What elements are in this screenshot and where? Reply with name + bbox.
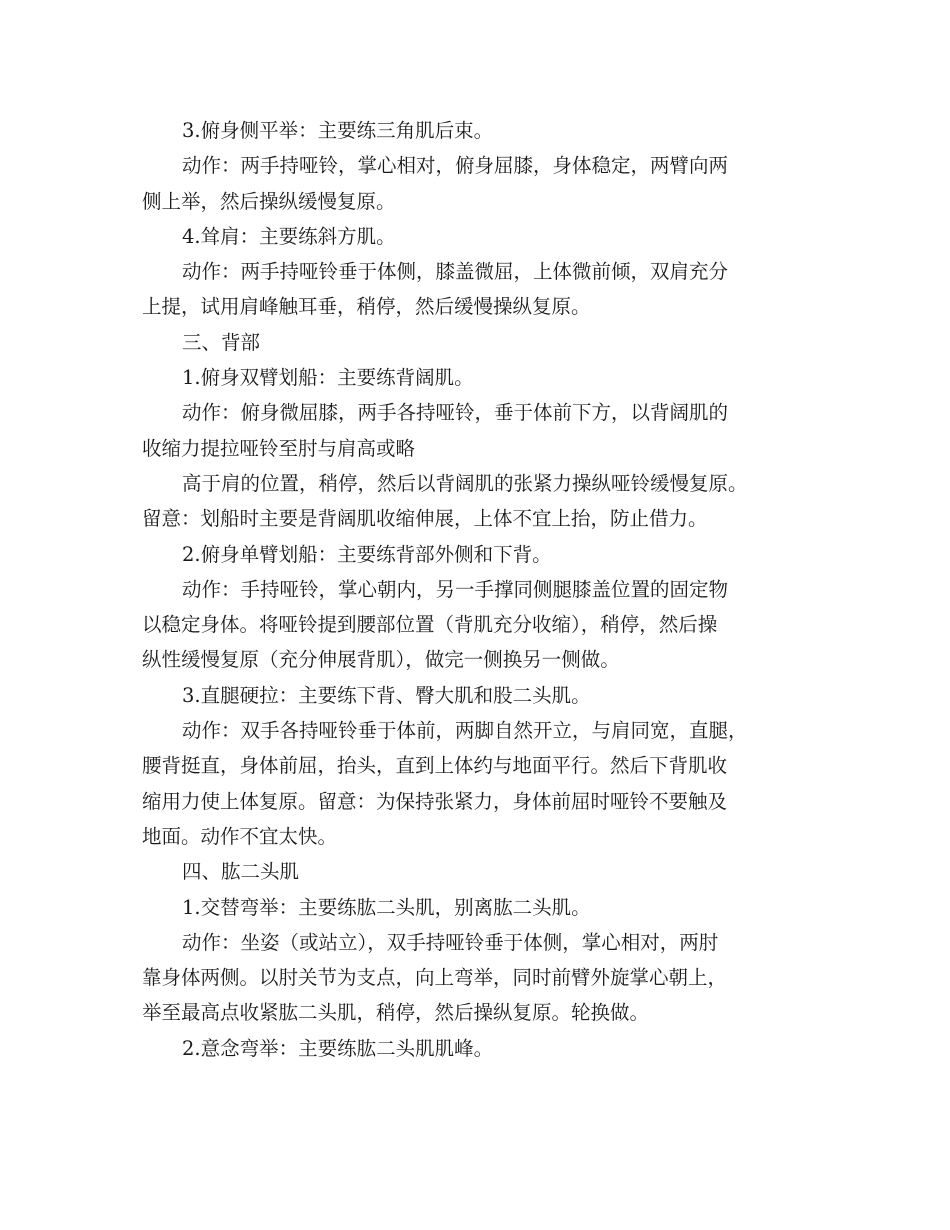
text-line: 以稳定身体。将哑铃提到腰部位置（背肌充分收缩），稍停，然后操 xyxy=(142,613,718,637)
text-line: 留意：划船时主要是背阔肌收缩伸展，上体不宜上抬，防止借力。 xyxy=(142,507,708,531)
text-line: 4.耸肩：主要练斜方肌。 xyxy=(182,224,396,248)
text-line: 1.俯身双臂划船：主要练背阔肌。 xyxy=(182,366,474,390)
text-line: 靠身体两侧。以肘关节为支点，向上弯举，同时前臂外旋掌心朝上， xyxy=(142,966,728,990)
text-line: 动作：两手持哑铃，掌心相对，俯身屈膝，身体稳定，两臂向两 xyxy=(182,154,729,178)
text-line: 纵性缓慢复原（充分伸展背肌），做完一侧换另一侧做。 xyxy=(142,648,620,672)
text-line: 三、背部 xyxy=(182,330,261,354)
text-line: 动作：两手持哑铃垂于体侧，膝盖微屈，上体微前倾，双肩充分 xyxy=(182,260,729,284)
text-line: 动作：俯身微屈膝，两手各持哑铃，垂于体前下方，以背阔肌的 xyxy=(182,401,729,425)
text-line: 高于肩的位置，稍停，然后以背阔肌的张紧力操纵哑铃缓慢复原。 xyxy=(182,471,748,495)
text-line: 3.直腿硬拉：主要练下背、臀大肌和股二头肌。 xyxy=(182,683,591,707)
text-line: 侧上举，然后操纵缓慢复原。 xyxy=(142,189,396,213)
document-body xyxy=(142,113,832,1066)
text-line: 缩用力使上体复原。留意：为保持张紧力，身体前屈时哑铃不要触及 xyxy=(142,789,728,813)
text-line: 举至最高点收紧肱二头肌，稍停，然后操纵复原。轮换做。 xyxy=(142,1001,650,1025)
text-line: 动作：手持哑铃，掌心朝内，另一手撑同侧腿膝盖位置的固定物 xyxy=(182,577,729,601)
text-line: 3.俯身侧平举：主要练三角肌后束。 xyxy=(182,119,494,142)
text-line: 地面。动作不宜太快。 xyxy=(142,824,338,848)
text-line: 2.意念弯举：主要练肱二头肌肌峰。 xyxy=(182,1036,494,1060)
text-line: 腰背挺直，身体前屈，抬头，直到上体约与地面平行。然后下背肌收 xyxy=(142,754,728,778)
text-line: 上提，试用肩峰触耳垂，稍停，然后缓慢操纵复原。 xyxy=(142,295,591,319)
text-line: 动作：双手各持哑铃垂于体前，两脚自然开立，与肩同宽，直腿， xyxy=(182,719,748,743)
text-line: 2.俯身单臂划船：主要练背部外侧和下背。 xyxy=(182,542,552,566)
text-line: 收缩力提拉哑铃至肘与肩高或略 xyxy=(142,436,416,460)
text-line: 1.交替弯举：主要练肱二头肌，别离肱二头肌。 xyxy=(182,895,591,919)
text-line: 四、肱二头肌 xyxy=(182,860,300,884)
text-line: 动作：坐姿（或站立），双手持哑铃垂于体侧，掌心相对，两肘 xyxy=(182,930,719,954)
